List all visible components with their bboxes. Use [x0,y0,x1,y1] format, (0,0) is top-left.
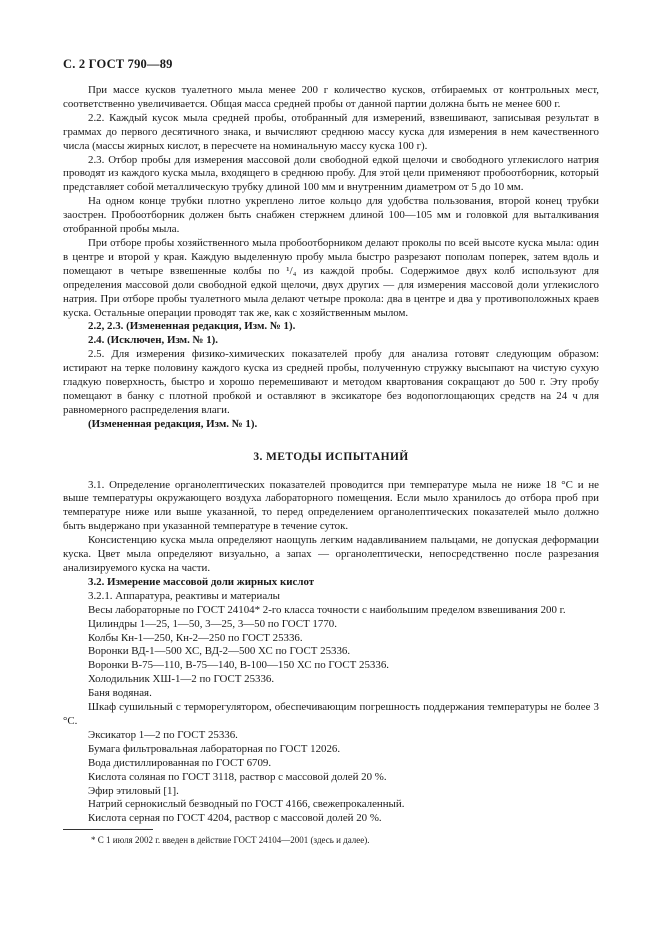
equipment-item: Кислота соляная по ГОСТ 3118, раствор с массовой долей 20 %. [88,770,387,783]
paragraph-consistency: Консистенцию куска мыла определяют наощупь легким надавливанием пальцами, не допуская деформации куска. Цвет мыла определяют визуально, а запах — органолептически, непосредственно после разрезания анализируемого куска на части. [63,534,599,574]
excluded-note-2-4: 2.4. (Исключен, Изм. № 1). [88,334,218,347]
equipment-item: Кислота серная по ГОСТ 4204, раствор с массовой долей 20 %. [88,812,382,825]
paragraph-2-5: 2.5. Для измерения физико-химических показателей пробу для анализа готовят следующим образом: истирают на терке половину каждого куска из средней пробы, полученную стружку высыпают на чистую сухую гладкую поверхность, быстро и хорошо перемешивают и методом квартования сокращают до 500 г. Эту пробу помещают в банку с плотной пробкой и оставляют в эксикаторе без водопоглощающих средств на 24 ч для равномерного распределения влаги. [63,348,599,416]
paragraph-sampler-description: На одном конце трубки плотно укреплено литое кольцо для удобства пользования, второй конец трубки заострен. Пробоотборник должен быть снабжен стержнем длиной 100—105 мм и головкой для выталкивания отобранной пробы мыла. [63,195,599,236]
document-body [63,84,599,846]
equipment-item: Воронки В-75—110, В-75—140, В-100—150 ХС по ГОСТ 25336. [88,659,389,672]
footnote: * С 1 июля 2002 г. введен в действие ГОСТ 24104—2001 (здесь и далее). [91,835,370,846]
equipment-item: Воронки ВД-1—500 ХС, ВД-2—500 ХС по ГОСТ 25336. [88,645,351,658]
equipment-item: Колбы Кн-1—250, Кн-2—250 по ГОСТ 25336. [88,631,303,644]
page-header: С. 2 ГОСТ 790—89 [63,57,173,71]
equipment-item: Холодильник ХШ-1—2 по ГОСТ 25336. [88,673,275,686]
subsection-3-2-title: 3.2. Измерение массовой доли жирных кислот [88,575,315,588]
paragraph-sample-mass: При массе кусков туалетного мыла менее 200 г количество кусков, отбираемых от контрольных мест, соответственно увеличивается. Общая масса средней пробы от данной партии должна быть не менее 600 г. [63,84,599,110]
equipment-item: Цилиндры 1—25, 1—50, 3—25, 3—50 по ГОСТ 1770. [88,617,337,630]
footnote-divider [63,829,153,830]
equipment-item: Эфир этиловый [1]. [88,784,179,797]
paragraph-3-1: 3.1. Определение органолептических показателей проводится при температуре мыла не ниже 18 °С и не выше температуры окружающего воздуха лабораторного помещения. Если мыло хранилось до отбора проб при температуре ниже или выше указанной, то перед определением органолептических показателей мыло должно быть выдержано при указанной температуре в течение суток. [63,478,599,533]
equipment-item: Весы лабораторные по ГОСТ 24104* 2-го класса точности с наибольшим пределом взвешивания 200 г. [88,603,566,616]
equipment-item: Баня водяная. [88,687,152,700]
paragraph-2-2: 2.2. Каждый кусок мыла средней пробы, отобранный для измерений, взвешивают, записывая результат в граммах до первого десятичного знака, и вычисляют среднюю массу куска для измерения в нем качественного числа (массы жирных кислот, в пересчете на номинальную массу куска 100 г). [63,111,599,152]
equipment-item: Вода дистиллированная по ГОСТ 6709. [88,756,272,769]
equipment-item: Бумага фильтровальная лабораторная по ГОСТ 12026. [88,742,341,755]
amendment-note-2-2-2-3: 2.2, 2.3. (Измененная редакция, Изм. № 1). [88,320,296,333]
equipment-item: Натрий сернокислый безводный по ГОСТ 4166, свежепрокаленный. [88,798,405,811]
paragraph-2-3: 2.3. Отбор пробы для измерения массовой доли свободной едкой щелочи и свободного углекислого натрия проводят из каждого куска мыла, входящего в среднюю пробу. Для этой цели применяют пробоотборник, который представляет собой металлическую трубку длиной 100 мм и внутренним диаметром от 5 до 10 мм. [63,153,599,194]
subsection-3-2-1-title: 3.2.1. Аппаратура, реактивы и материалы [88,589,280,602]
equipment-drying-cabinet: Шкаф сушильный с терморегулятором, обеспечивающим погрешность поддержания температуры не более 3 °С. [63,701,599,727]
paragraph-household-soap-sampling: При отборе пробы хозяйственного мыла пробоотборником делают проколы по всей высоте куска мыла: один в центре и второй у края. Каждую выделенную пробу мыла быстро разрезают пополам поперек, затем вдоль и помещают в четыре взвешенные колбы по ¹/₄ из каждой пробы. Содержимое двух колб используют для определения массовой доли свободной едкой щелочи, двух других — для измерения массовой доли углекислого натрия. При отборе пробы туалетного мыла делают четыре прокола: два в центре и два у противоположных краев куска. Остальные операции проводят так же, как с хозяйственным мылом. [63,236,599,319]
amendment-note-2-5: (Измененная редакция, Изм. № 1). [88,417,258,430]
section-3-heading: 3. МЕТОДЫ ИСПЫТАНИЙ [253,450,409,463]
equipment-item: Эксикатор 1—2 по ГОСТ 25336. [88,728,238,741]
